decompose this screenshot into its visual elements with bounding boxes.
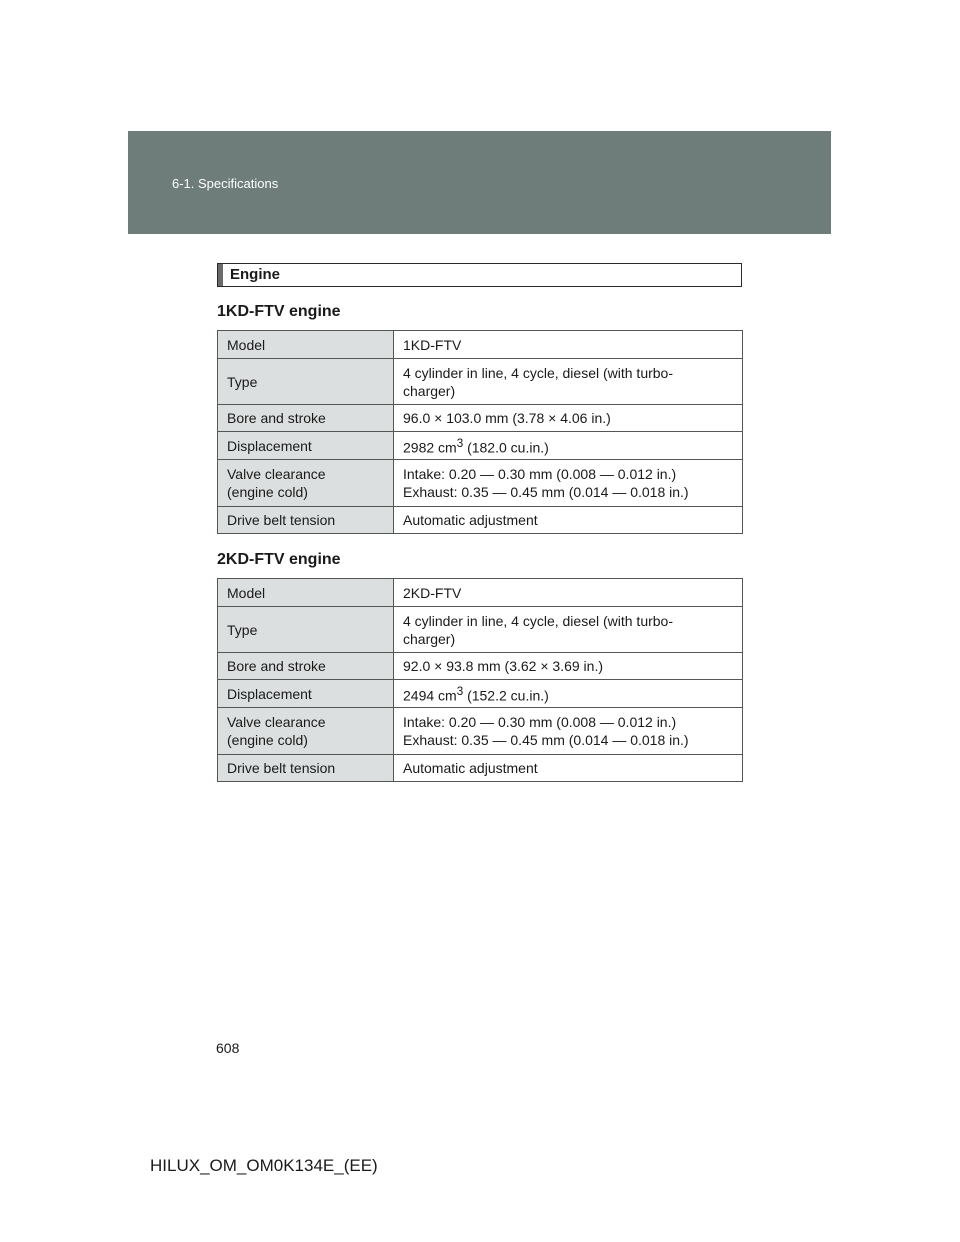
displacement-imperial: (182.0 cu.in.) xyxy=(463,439,549,456)
spec-table-2kd xyxy=(217,578,743,782)
row-value: Intake: 0.20 — 0.30 mm (0.008 — 0.012 in.) Exhaust: 0.35 — 0.45 mm (0.014 — 0.018 in.) xyxy=(394,460,743,507)
table-row xyxy=(218,432,743,460)
row-label: Displacement xyxy=(218,680,394,708)
row-value: Automatic adjustment xyxy=(394,507,743,534)
page-number: 608 xyxy=(216,1040,240,1056)
table-row xyxy=(218,680,743,708)
row-label: Type xyxy=(218,359,394,405)
section-title-bar xyxy=(218,264,223,286)
row-label: Bore and stroke xyxy=(218,653,394,680)
row-label: Type xyxy=(218,607,394,653)
table-row xyxy=(218,579,743,607)
displacement-imperial: (152.2 cu.in.) xyxy=(463,687,549,704)
row-label: Bore and stroke xyxy=(218,405,394,432)
row-value: 1KD-FTV xyxy=(394,331,743,359)
table-row xyxy=(218,460,743,507)
section-breadcrumb: 6-1. Specifications xyxy=(172,176,279,191)
row-label: Model xyxy=(218,331,394,359)
row-value: Automatic adjustment xyxy=(394,755,743,782)
displacement-value: 2494 cm xyxy=(403,687,457,704)
table-row xyxy=(218,607,743,653)
row-label: Model xyxy=(218,579,394,607)
engine-heading-2kd: 2KD-FTV engine xyxy=(217,551,341,568)
table-row xyxy=(218,405,743,432)
row-label: Drive belt tension xyxy=(218,755,394,782)
row-value: 4 cylinder in line, 4 cycle, diesel (with turbo- charger) xyxy=(394,607,743,653)
row-label: Drive belt tension xyxy=(218,507,394,534)
row-label: Displacement xyxy=(218,432,394,460)
row-label: Valve clearance (engine cold) xyxy=(218,460,394,507)
row-value: 92.0 × 93.8 mm (3.62 × 3.69 in.) xyxy=(394,653,743,680)
row-value: Intake: 0.20 — 0.30 mm (0.008 — 0.012 in.) Exhaust: 0.35 — 0.45 mm (0.014 — 0.018 in.) xyxy=(394,708,743,755)
displacement-superscript: 3 xyxy=(456,684,464,698)
table-row xyxy=(218,507,743,534)
displacement-value: 2982 cm xyxy=(403,439,457,456)
row-value: 2KD-FTV xyxy=(394,579,743,607)
row-value xyxy=(394,359,743,405)
section-title: Engine xyxy=(230,266,281,283)
table-row xyxy=(218,755,743,782)
section-title-box xyxy=(217,263,742,287)
table-row xyxy=(218,653,743,680)
type-line-1: 4 cylinder in line, 4 cycle, diesel (with turbo- charger) xyxy=(403,364,674,399)
row-value: 96.0 × 103.0 mm (3.78 × 4.06 in.) xyxy=(394,405,743,432)
document-id: HILUX_OM_OM0K134E_(EE) xyxy=(150,1156,378,1175)
header-band xyxy=(128,131,831,234)
spec-table-1kd xyxy=(217,330,743,534)
table-row xyxy=(218,708,743,755)
table-row xyxy=(218,359,743,405)
table-row xyxy=(218,331,743,359)
engine-heading-1kd: 1KD-FTV engine xyxy=(217,303,341,320)
displacement-superscript: 3 xyxy=(456,436,464,450)
row-value xyxy=(394,680,743,708)
row-label: Valve clearance (engine cold) xyxy=(218,708,394,755)
row-value xyxy=(394,432,743,460)
